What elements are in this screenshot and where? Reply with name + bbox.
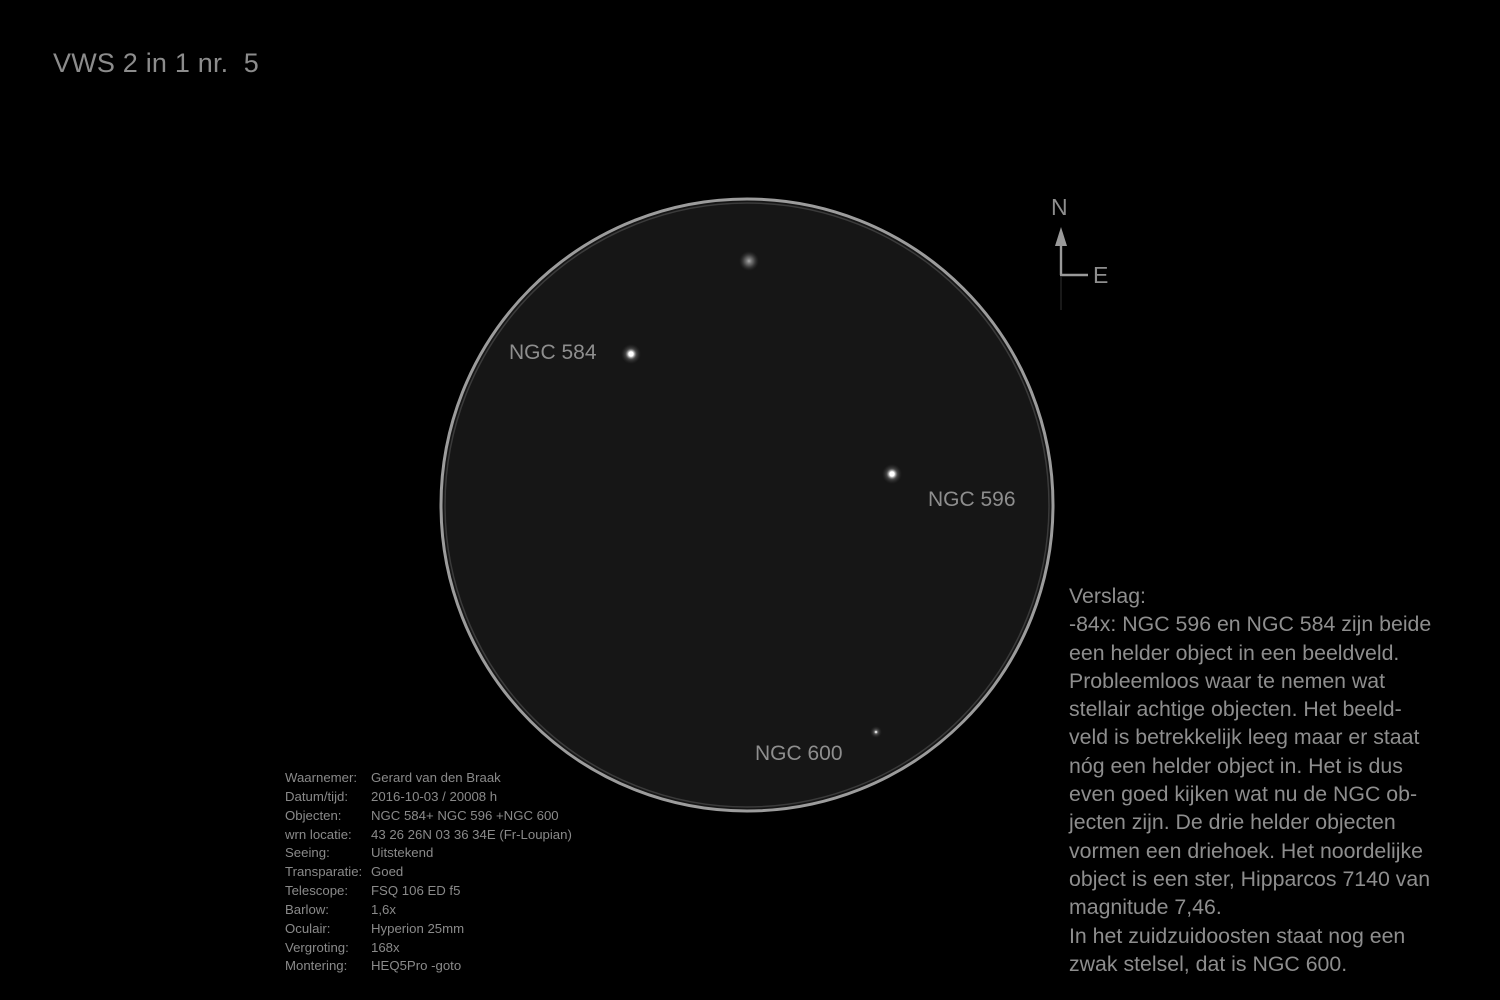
info-row-objects: [285, 807, 572, 826]
info-value: 2016-10-03 / 20008 h: [371, 788, 498, 804]
report-line: -84x: NGC 596 en NGC 584 zijn beide: [1069, 612, 1432, 637]
compass-rose: [1055, 227, 1088, 310]
galaxy-ngc-600-core: [875, 731, 878, 734]
report-line: stellair achtige objecten. Het beeld-: [1069, 697, 1402, 722]
compass-north-label: N: [1051, 194, 1068, 220]
compass-north-arrowhead: [1055, 227, 1067, 246]
info-value: Gerard van den Braak: [371, 770, 501, 785]
info-value: Goed: [371, 864, 404, 880]
label-ngc-584: NGC 584: [509, 341, 597, 364]
info-row-seeing: [285, 844, 572, 863]
info-key: Datum/tijd:: [285, 788, 349, 804]
report-line: Verslag:: [1069, 584, 1146, 608]
info-value: Hyperion 25mm: [371, 920, 465, 936]
info-key: Montering:: [285, 958, 348, 974]
report-line: vormen een driehoek. Het noordelijke: [1069, 838, 1423, 863]
info-value: 168x: [371, 939, 400, 955]
galaxy-ngc-596-core: [890, 472, 895, 477]
report-line: jecten zijn. De drie helder objecten: [1069, 810, 1396, 835]
info-value: Uitstekend: [371, 845, 434, 861]
info-row-barlow: [285, 901, 572, 920]
info-row-location: [285, 826, 572, 845]
info-key: wrn locatie:: [285, 826, 352, 842]
info-value: HEQ5Pro -goto: [371, 958, 462, 974]
label-ngc-600: NGC 600: [755, 742, 843, 765]
info-value: NGC 584+ NGC 596 +NGC 600: [371, 807, 559, 823]
observation-report: [1069, 582, 1489, 978]
label-ngc-596: NGC 596: [928, 488, 1016, 511]
info-key: Oculair:: [285, 920, 331, 936]
info-key: Telescope:: [285, 883, 349, 899]
info-key: Waarnemer:: [285, 770, 358, 785]
observation-info: [285, 769, 572, 976]
info-key: Transparatie:: [285, 864, 363, 880]
info-row-mount: [285, 957, 572, 976]
info-row-observer: [285, 769, 572, 788]
info-row-datetime: [285, 788, 572, 807]
info-row-magnification: [285, 939, 572, 958]
galaxy-ngc-584-core: [629, 352, 634, 357]
info-value: FSQ 106 ED f5: [371, 883, 461, 899]
report-line: object is een ster, Hipparcos 7140 van: [1069, 866, 1431, 891]
info-key: Objecten:: [285, 807, 342, 823]
info-row-eyepiece: [285, 920, 572, 939]
info-row-telescope: [285, 882, 572, 901]
info-key: Vergroting:: [285, 939, 349, 955]
info-row-transparency: [285, 863, 572, 882]
report-line: nóg een helder object in. Het is dus: [1069, 753, 1403, 778]
info-key: Barlow:: [285, 901, 329, 917]
star-hipparcos-7140: [739, 251, 759, 271]
info-value: 43 26 26N 03 36 34E (Fr-Loupian): [371, 826, 572, 842]
report-line: magnitude 7,46.: [1069, 895, 1222, 920]
info-value: 1,6x: [371, 901, 396, 917]
report-line: even goed kijken wat nu de NGC ob-: [1069, 782, 1418, 807]
report-line: veld is betrekkelijk leeg maar er staat: [1069, 725, 1420, 750]
report-line: zwak stelsel, dat is NGC 600.: [1069, 951, 1348, 976]
info-key: Seeing:: [285, 845, 330, 861]
report-line: In het zuidzuidoosten staat nog een: [1069, 923, 1406, 948]
report-line: een helder object in een beeldveld.: [1069, 640, 1400, 665]
compass-east-label: E: [1093, 262, 1109, 288]
report-line: Probleemloos waar te nemen wat: [1069, 668, 1386, 693]
sketch-title: VWS 2 in 1 nr. 5: [53, 48, 259, 78]
